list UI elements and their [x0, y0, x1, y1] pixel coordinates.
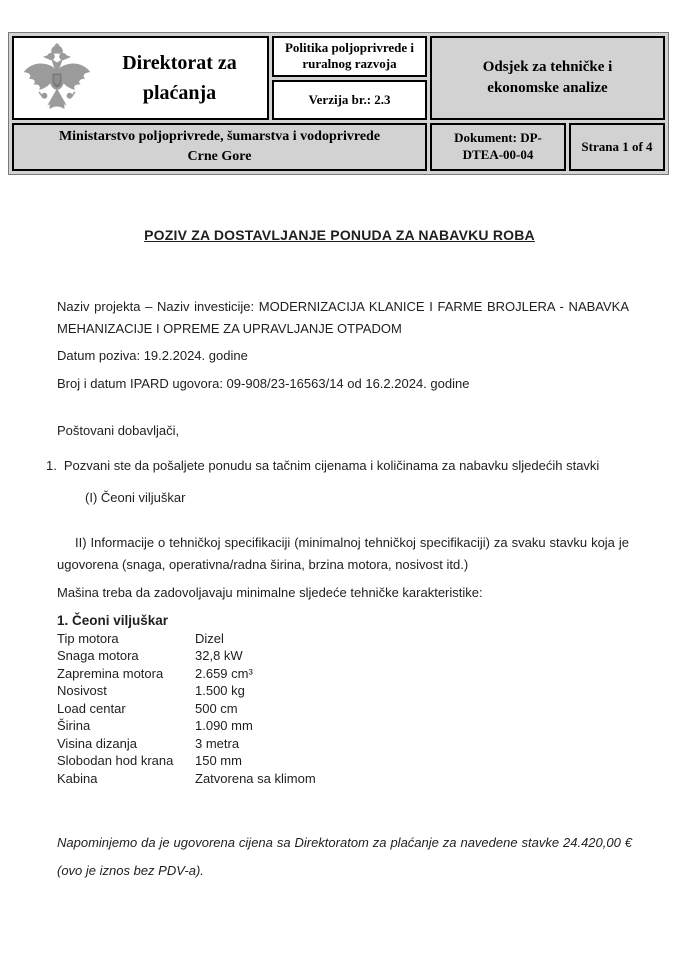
- spec-value: Zatvorena sa klimom: [195, 770, 316, 786]
- header-middle-column: [272, 36, 427, 120]
- spec-value: 500 cm: [195, 700, 238, 716]
- spec-row: [57, 647, 557, 665]
- spec-value: Dizel: [195, 630, 224, 646]
- sub-item-forklift: (I) Čeoni viljuškar: [85, 490, 186, 505]
- spec-label: Tip motora: [57, 630, 119, 646]
- spec-label: Snaga motora: [57, 648, 139, 663]
- org-title: Direktorat za plaćanja: [122, 52, 237, 104]
- spec-info-paragraph: II) Informacije o tehničkoj specifikaciji (minimalnoj tehničkoj specifikaciji) za svaku stavku koja je ugovorena (snaga, operativna/radna širina, brzina motora, nosivost itd.): [57, 535, 629, 572]
- document-code-cell: Dokument: DP-DTEA-00-04: [430, 123, 566, 171]
- machine-requirements-intro: Mašina treba da zadovoljavaju minimalne sljedeće tehničke karakteristike:: [57, 585, 483, 600]
- spec-label: Kabina: [57, 770, 98, 786]
- department-cell: Odsjek za tehničke i ekonomske analize: [430, 36, 665, 120]
- policy-cell: Politika poljoprivrede i ruralnog razvoja: [272, 36, 427, 77]
- spec-label: Zapremina motora: [57, 665, 164, 681]
- spec-row: [57, 735, 557, 753]
- spec-row: [57, 770, 557, 788]
- document-title-text: POZIV ZA DOSTAVLJANJE PONUDA ZA NABAVKU ROBA: [144, 227, 535, 243]
- spec-value: 3 metra: [195, 735, 240, 751]
- spec-row: [57, 682, 557, 700]
- spec-label: Visina dizanja: [57, 735, 137, 751]
- ministry-cell: Ministarstvo poljoprivrede, šumarstva i vodoprivrede Crne Gore: [12, 123, 427, 171]
- spec-label: Load centar: [57, 700, 126, 716]
- list-item-1-text: Pozvani ste da pošaljete ponudu sa tačnim cijenama i količinama za nabavku sljedećih stavki: [63, 458, 600, 473]
- spec-row: [57, 717, 557, 735]
- call-date-line: Datum poziva: 19.2.2024. godine: [57, 348, 248, 363]
- project-name-paragraph: Naziv projekta – Naziv investicije: MODERNIZACIJA KLANICE I FARME BROJLERA - NABAVKA MEHANIZACIJE I OPREME ZA UPRAVLJANJE OTPADOM: [57, 299, 629, 336]
- spec-row: [57, 665, 557, 683]
- contract-number-line: Broj i datum IPARD ugovora: 09-908/23-16563/14 od 16.2.2024. godine: [57, 376, 470, 391]
- spec-label: Nosivost: [57, 683, 107, 698]
- spec-value: 150 mm: [195, 753, 242, 768]
- price-note: Napominjemo da je ugovorena cijena sa Direktoratom za plaćanje za navedene stavke 24.420,00 € (ovo je iznos bez PDV-a).: [57, 835, 632, 878]
- spec-value: 1.500 kg: [195, 683, 245, 698]
- salutation-line: Poštovani dobavljači,: [57, 423, 180, 438]
- list-item-1-number: 1.: [46, 458, 57, 473]
- document-title: [0, 227, 679, 243]
- spec-value: 2.659 cm³: [195, 665, 253, 681]
- header-row-top: [12, 36, 665, 120]
- list-item-1: [46, 455, 632, 477]
- spec-value: 32,8 kW: [195, 648, 243, 663]
- spec-row: [57, 700, 557, 718]
- montenegro-coat-of-arms-icon: [20, 42, 94, 114]
- org-cell: [12, 36, 269, 120]
- header-row-bottom: [12, 123, 665, 171]
- spec-label: Širina: [57, 718, 91, 733]
- spec-section-heading: 1. Čeoni viljuškar: [57, 613, 169, 628]
- spec-section: [57, 612, 557, 787]
- spec-row: [57, 630, 557, 648]
- spec-label: Slobodan hod krana: [57, 753, 174, 768]
- page-number-cell: Strana 1 of 4: [569, 123, 665, 171]
- version-cell: Verzija br.: 2.3: [272, 80, 427, 121]
- spec-row: [57, 752, 557, 770]
- spec-value: 1.090 mm: [195, 718, 253, 733]
- header-table: [8, 32, 669, 175]
